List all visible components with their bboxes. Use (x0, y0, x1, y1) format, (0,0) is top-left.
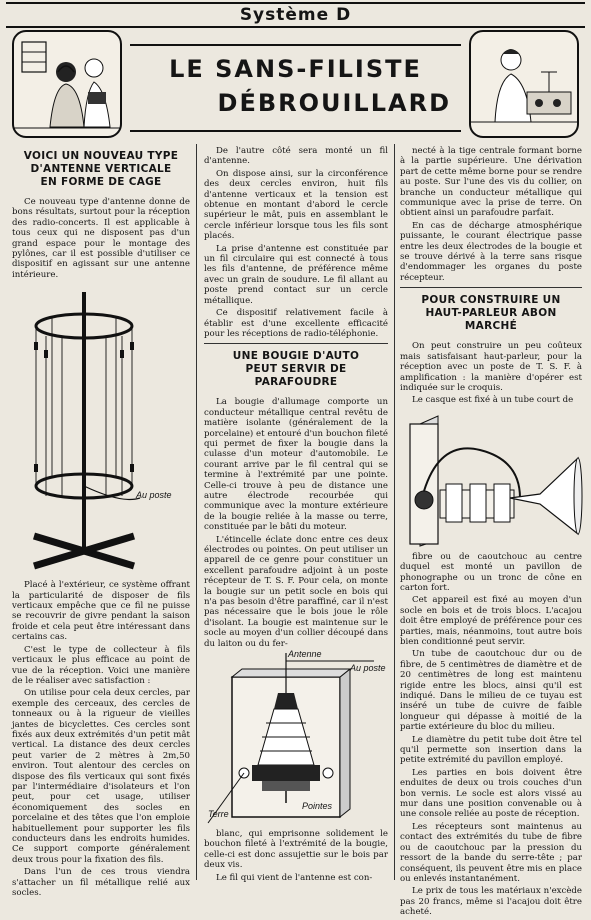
paragraph: En cas de décharge atmosphérique puissante, le courant électrique passe entre les deux électrodes de la bougie et se trouve dérivé à la terre sans risque d'endommager les organes du poste récepteur. (400, 220, 582, 283)
title-banner (12, 28, 579, 138)
paragraph: Placé à l'extérieur, ce système offrant la particularité de disposer de fils verticaux empêche que ce fil ne puisse se recouvrir de givre pendant la saison froide et cela peut être intéressant dans certains cas. (12, 580, 190, 643)
paragraph: Ce nouveau type d'antenne donne de bons résultats, surtout pour la réception des radio-concerts. Il est applicable à tous ceux qui ne disposent pas d'un grand espace pour le montage des pylônes, car il est possible d'utiliser ce dispositif en agissant sur une antenne intérieure. (12, 197, 190, 280)
paragraph: La bougie d'allumage comporte un conducteur métallique central revêtu de matière isolante (généralement de la porcelaine) et entouré d'un bouchon fileté qui permet de fixer la bougie dans la culasse d'un moteur d'automobile. Le courant arrive par le fil central qui se termine à l'extrémité par une pointe. Celle-ci trouve à peu de distance une autre électrode recourbée qui communique avec la monture extérieure de la bougie reliée à la masse ou terre, constituée par le bâti du moteur. (204, 397, 388, 533)
column-2 (204, 146, 388, 885)
paragraph: Les parties en bois doivent être enduites de deux ou trois couches d'un bon vernis. Le socle est alors vissé au mur dans une position convenable ou à une console reliée au poste de réception. (400, 767, 582, 820)
paragraph: Dans l'un de ces trous viendra s'attacher un fil métallique relié aux socles. (12, 867, 190, 899)
figure-label-au-poste: Au poste (350, 663, 386, 674)
vignette-radio-builder-illustration (469, 30, 579, 138)
paragraph: Le fil qui vient de l'antenne est con- (216, 872, 373, 883)
paragraph: necté à la tige centrale formant borne à la partie supérieure. Une dérivation part de cette même borne pour se rendre au poste. Sur l'une des vis du collier, on branche un conducteur métallique qui communique avec la prise de terre. On obtient ainsi un parafoudre parfait. (400, 146, 582, 219)
column-1 (12, 146, 190, 900)
masthead (6, 2, 585, 28)
heading-cage-antenna: VOICI UN NOUVEAU TYPE D'ANTENNE VERTICALE EN FORME DE CAGE (23, 150, 179, 188)
figure-cage-antenna (12, 284, 190, 576)
figure-loudspeaker (400, 410, 582, 548)
paragraph: Cet appareil est fixé au moyen d'un socle en bois et de trois blocs. L'acajou doit être employé de préférence pour ces parties, mais, néanmoins, tout autre bois bien conditionné peut servir. (400, 595, 582, 647)
heading-loudspeaker: POUR CONSTRUIRE UN HAUT-PARLEUR ABON MARCHÉ (400, 287, 582, 333)
paragraph: Les récepteurs sont maintenus au contact des extrémités du tube de fibre ou de caoutchouc par la pression du ressort de la bande du serre-tête ; par conséquent, ils peuvent être mis en place ou enlevés instantanément. (400, 821, 582, 884)
figure-label-pointes: Pointes (302, 801, 333, 812)
paragraph: De l'autre côté sera monté un fil d'antenne. (204, 146, 388, 167)
paragraph: C'est le type de collecteur à fils verticaux le plus efficace au point de vue de la réception. Voici une manière de le réaliser avec satisfaction : (12, 644, 190, 686)
column-rule (196, 144, 197, 880)
paragraph: On peut construire un peu coûteux mais satisfaisant haut-parleur, pour la réception avec un poste de T. S. F. à amplification : la manière d'opérer est indiquée sur le croquis. (400, 341, 582, 393)
paragraph: L'étincelle éclate donc entre ces deux électrodes ou pointes. On peut utiliser un appareil de ce genre pour constituer un excellent parafoudre adjoint à un poste récepteur de T. S. F. Pour cela, on monte la bougie sur un petit socle en bois qui n'a pas besoin d'être paraffiné, car il n'est pas nécessaire que le bois joue le rôle d'isolant. La bougie est maintenue sur le socle au moyen d'un collier découpé dans du laiton ou du fer- (204, 534, 388, 649)
paragraph: La prise d'antenne est constituée par un fil circulaire qui est connecté à tous les fils d'antenne, de préférence même avec un grain de soudure. Le fil allant au poste prend contact sur un cercle métallique. (204, 243, 388, 306)
figure-label-au-poste: Au poste (136, 490, 172, 501)
heading-spark-plug: UNE BOUGIE D'AUTO PEUT SERVIR DE PARAFOUDRE (204, 343, 388, 389)
paragraph: Le prix de tous les matériaux n'excède pas 20 francs, même si l'acajou doit être acheté. (400, 886, 582, 918)
paragraph: Le diamètre du petit tube doit être tel qu'il permette son insertion dans la petite extrémité du pavillon employé. (400, 734, 582, 766)
title-line-1: LE SANS-FILISTE (169, 55, 422, 83)
column-3 (400, 146, 582, 920)
paragraph: On dispose ainsi, sur la circonférence des deux cercles environ, huit fils d'antenne verticaux et la tension est obtenue en montant d'abord le cercle supérieur le mât, puis en assemblant le cercle inférieur lorsque tous les fils sont placés. (204, 168, 388, 242)
title-line-2: DÉBROUILLARD (217, 89, 451, 117)
column-rule (394, 144, 395, 880)
masthead-title: Système D (226, 5, 365, 25)
vignette-listeners-illustration (12, 30, 122, 138)
figure-spark-plug-arrester (204, 649, 388, 825)
paragraph: Le casque est fixé à un tube court de (412, 395, 574, 406)
figure-label-terre: Terre (208, 809, 229, 820)
figure-label-antenne: Antenne (288, 649, 322, 660)
paragraph: fibre ou de caoutchouc au centre duquel est monté un pavillon de phonographe ou un tronc de cône en carton fort. (400, 551, 582, 593)
paragraph: On utilise pour cela deux cercles, par exemple des cerceaux, des cercles de tonneaux ou à la rigueur de vieilles jantes de bicyclettes. Ces cercles sont fixés aux deux extrémités d'un petit mât vertical. La distance des deux cercles peut varier de 2 mètres à 2m,50 environ. Tout alentour des cercles on dispose des fils verticaux qui sont fixés par l'intermédiaire d'isolateurs et l'on peut, pour cet usage, utiliser économiquement des socles en porcelaine et des têtes que l'on emploie habituellement pour supporter les fils conducteurs dans les endroits humides. Ce support comporte généralement deux trous pour la fixation des fils. (12, 688, 190, 865)
paragraph: blanc, qui emprisonne solidement le bouchon fileté à l'extrémité de la bougie, celle-ci est donc assujettie sur le bois par deux vis. (204, 829, 388, 871)
paragraph: Un tube de caoutchouc dur ou de fibre, de 5 centimètres de diamètre et de 20 centimètres de long est maintenu rigide entre les blocs, ainsi qu'il est indiqué. Dans le milieu de ce tuyau est inséré un tube de cuivre de faible longueur qui dépasse à moitié de la partie extérieure du bloc du milieu. (400, 649, 582, 733)
article-title (130, 44, 461, 132)
paragraph: Ce dispositif relativement facile à établir est d'une excellente efficacité pour les réceptions de radio-téléphonie. (204, 308, 388, 339)
